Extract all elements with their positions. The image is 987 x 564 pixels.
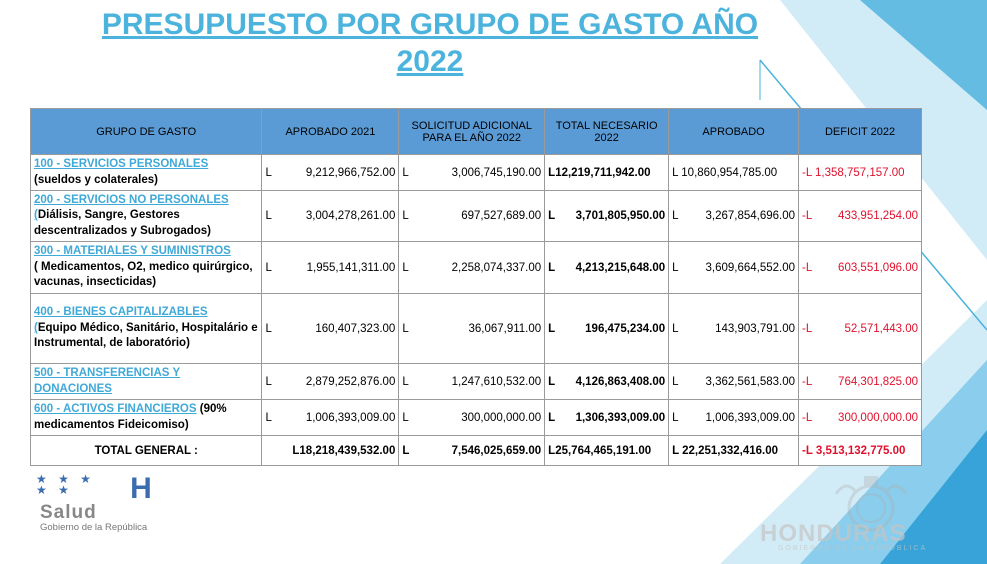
group-link[interactable]: 400 - BIENES CAPITALIZABLES — [34, 306, 208, 319]
total-needed-cell — [545, 155, 669, 191]
deficit-cell — [799, 294, 922, 364]
approved-2021-value: 2,879,252,876.00 — [305, 375, 396, 388]
total-approved-2021: L18,218,439,532.00 — [262, 436, 399, 466]
deficit-value: -L 1,358,757,157.00 — [802, 166, 905, 179]
approved-2021-cell — [262, 155, 399, 191]
approved-cell — [669, 155, 799, 191]
additional-request-value: 697,527,689.00 — [461, 210, 542, 222]
approved-2021-cell — [262, 191, 399, 242]
honduras-watermark: HONDURAS — [760, 520, 907, 547]
currency-label: L — [402, 322, 409, 335]
stars-icon: ★ ★ ★ ★ ★ — [36, 472, 95, 497]
total-approved: L 22,251,332,416.00 — [669, 436, 799, 466]
total-additional-request-cell — [399, 436, 545, 466]
additional-request-value: 300,000,000.00 — [461, 411, 542, 424]
group-description: Equipo Médico, Sanitário, Hospitalário e Instrumental, de laboratório) — [34, 321, 258, 350]
header-group: GRUPO DE GASTO — [31, 109, 262, 155]
approved-value: 1,006,393,009.00 — [705, 411, 796, 424]
currency-label: L — [672, 322, 679, 335]
additional-request-value: 3,006,745,190.00 — [451, 166, 542, 179]
group-link[interactable]: 300 - MATERIALES Y SUMINISTROS — [34, 245, 231, 258]
deficit-prefix: -L — [802, 261, 813, 274]
total-needed-value: 4,213,215,648.00 — [575, 261, 666, 274]
salud-logo — [36, 472, 152, 533]
total-additional-request: 7,546,025,659.00 — [451, 444, 542, 457]
approved-2021-cell — [262, 400, 399, 436]
additional-request-value: 36,067,911.00 — [468, 322, 542, 335]
total-label: TOTAL GENERAL : — [31, 436, 262, 466]
approved-cell — [669, 364, 799, 400]
deficit-value: 52,571,443.00 — [844, 322, 918, 335]
deficit-prefix: -L — [802, 322, 813, 335]
group-link[interactable]: 100 - SERVICIOS PERSONALES — [34, 158, 209, 170]
currency-label: L — [548, 375, 556, 388]
honduras-subtitle: GOBIERNO DE LA REPÚBLICA — [778, 545, 928, 552]
group-link-paren: ( — [34, 209, 38, 222]
logo-subtitle: Gobierno de la República — [40, 522, 148, 533]
approved-value: 3,609,664,552.00 — [705, 261, 796, 274]
group-description: (90% medicamentos Fideicomiso) — [34, 403, 227, 431]
additional-request-cell — [399, 294, 545, 364]
total-needed-cell — [545, 242, 669, 294]
table-row — [31, 294, 922, 364]
total-needed-cell — [545, 400, 669, 436]
approved-2021-value: 1,006,393,009.00 — [305, 411, 396, 424]
currency-label: L — [548, 210, 556, 222]
total-needed-value: 196,475,234.00 — [585, 322, 666, 335]
currency-label: L — [265, 411, 272, 424]
approved-value: 3,362,561,583.00 — [705, 375, 796, 388]
total-needed-value: L12,219,711,942.00 — [548, 166, 651, 179]
approved-2021-cell — [262, 242, 399, 294]
group-cell — [31, 364, 262, 400]
deficit-prefix: -L — [802, 210, 813, 222]
group-cell — [31, 191, 262, 242]
deficit-cell — [799, 400, 922, 436]
table-row — [31, 400, 922, 436]
header-approved-2021: APROBADO 2021 — [262, 109, 399, 155]
table-header-row — [31, 109, 922, 155]
table-row — [31, 191, 922, 242]
total-needed-value: 4,126,863,408.00 — [575, 375, 666, 388]
group-cell — [31, 155, 262, 191]
group-link[interactable]: 200 - SERVICIOS NO PERSONALES — [34, 193, 229, 206]
group-description: (sueldos y colaterales) — [34, 173, 158, 186]
deficit-cell — [799, 364, 922, 400]
currency-label: L — [672, 210, 679, 222]
deficit-cell — [799, 242, 922, 294]
group-cell — [31, 242, 262, 294]
approved-2021-value: 160,407,323.00 — [315, 322, 396, 335]
additional-request-value: 2,258,074,337.00 — [451, 261, 542, 274]
currency-label: L — [402, 444, 410, 457]
logo-name: Salud — [40, 502, 97, 523]
currency-label: L — [265, 322, 272, 335]
deficit-value: 764,301,825.00 — [838, 375, 918, 388]
approved-2021-cell — [262, 294, 399, 364]
approved-2021-value: 3,004,278,261.00 — [305, 210, 396, 222]
currency-label: L — [672, 375, 679, 388]
total-needed-cell — [545, 364, 669, 400]
deficit-prefix: -L — [802, 375, 813, 388]
deficit-value: 300,000,000.00 — [838, 411, 918, 424]
additional-request-cell — [399, 155, 545, 191]
approved-2021-cell — [262, 364, 399, 400]
group-link[interactable]: 600 - ACTIVOS FINANCIEROS — [34, 403, 197, 415]
approved-value: L 10,860,954,785.00 — [672, 166, 778, 179]
currency-label: L — [548, 261, 556, 274]
currency-label: L — [672, 261, 679, 274]
currency-label: L — [672, 411, 679, 424]
deficit-value: 603,551,096.00 — [838, 261, 918, 274]
deficit-prefix: -L — [802, 411, 813, 424]
currency-label: L — [402, 375, 409, 388]
approved-cell — [669, 191, 799, 242]
group-link-paren: ( — [34, 321, 38, 334]
additional-request-cell — [399, 191, 545, 242]
deficit-cell — [799, 191, 922, 242]
total-total-needed: L25,764,465,191.00 — [545, 436, 669, 466]
total-needed-cell — [545, 191, 669, 242]
currency-label: L — [402, 261, 409, 274]
currency-label: L — [402, 411, 409, 424]
total-row — [31, 436, 922, 466]
approved-cell — [669, 294, 799, 364]
group-cell — [31, 294, 262, 364]
budget-table — [30, 108, 922, 466]
currency-label: L — [265, 261, 272, 274]
additional-request-cell — [399, 242, 545, 294]
currency-label: L — [548, 411, 556, 424]
total-needed-value: 3,701,805,950.00 — [575, 210, 666, 222]
deficit-cell — [799, 155, 922, 191]
total-deficit: -L 3,513,132,775.00 — [799, 436, 922, 466]
approved-cell — [669, 400, 799, 436]
additional-request-cell — [399, 364, 545, 400]
header-deficit: DEFICIT 2022 — [799, 109, 922, 155]
currency-label: L — [548, 322, 556, 335]
additional-request-value: 1,247,610,532.00 — [451, 375, 542, 388]
hospital-h-icon: H — [130, 472, 152, 505]
header-total-needed: TOTAL NECESARIO 2022 — [545, 109, 669, 155]
currency-label: L — [265, 210, 272, 222]
group-link[interactable]: 500 - TRANSFERENCIAS Y DONACIONES — [34, 367, 181, 395]
currency-label: L — [265, 375, 272, 388]
approved-value: 143,903,791.00 — [715, 322, 796, 335]
approved-value: 3,267,854,696.00 — [705, 210, 796, 222]
approved-2021-value: 9,212,966,752.00 — [305, 166, 396, 179]
table-row — [31, 242, 922, 294]
group-description: ( Medicamentos, O2, medico quirúrgico, vacunas, insecticidas) — [34, 260, 253, 289]
approved-2021-value: 1,955,141,311.00 — [306, 261, 396, 274]
currency-label: L — [402, 210, 409, 222]
header-approved: APROBADO — [669, 109, 799, 155]
currency-label: L — [265, 166, 272, 179]
header-additional-request: SOLICITUD ADICIONAL PARA EL AÑO 2022 — [399, 109, 545, 155]
currency-label: L — [402, 166, 409, 179]
table-row — [31, 364, 922, 400]
additional-request-cell — [399, 400, 545, 436]
deficit-value: 433,951,254.00 — [838, 210, 918, 222]
table-row — [31, 155, 922, 191]
total-needed-value: 1,306,393,009.00 — [575, 411, 666, 424]
page-title: PRESUPUESTO POR GRUPO DE GASTO AÑO 2022 — [101, 8, 759, 78]
group-description: Diálisis, Sangre, Gestores descentralizados y Subrogados) — [34, 209, 212, 237]
total-needed-cell — [545, 294, 669, 364]
approved-cell — [669, 242, 799, 294]
group-cell — [31, 400, 262, 436]
